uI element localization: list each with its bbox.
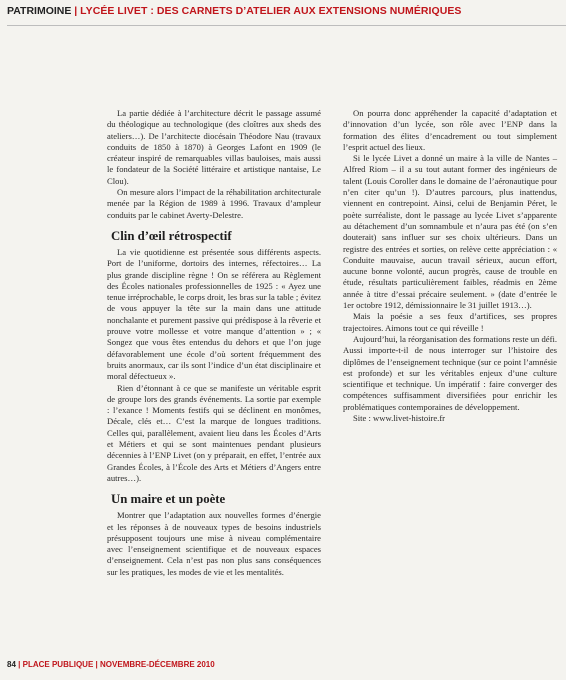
footer-separator: | bbox=[95, 660, 98, 669]
paragraph: La partie dédiée à l’architecture décrit le passage assumé du théologique au technologique (des cloîtres aux sheds des ateliers…). De l’architecte diocésain Théodore Nau (travaux conduits de 1850 à 1870) à Georges Lafont en 1909 (le créateur inspiré de remarquables villas bauloises, mais aussi le fondateur de la Société littéraire et artistique nantaise, Le Clou). bbox=[107, 108, 321, 186]
paragraph: La vie quotidienne est présentée sous différents aspects. Port de l’uniforme, dortoirs des internes, réfectoires… La plus grande discipline règne ! On se référera au Règlement des Écoles nationales professionnelles de 1925 : « Ayez une tenue irréprochable, le corps droit, les bras sur la table ; évitez de vous appuyer la tête sur la main dans une attitude nonchalante et purement passive qui prédispose à la rêverie et prouve votre mollesse et votre manque d’attention » ; « Songez que vous êtes entendus du dehors et que l’on juge défavorablement une école d’où sortent fréquemment des bruits anormaux, car ils sont l’indice d’un état disciplinaire et moral défectueux ». bbox=[107, 246, 321, 382]
paragraph: Montrer que l’adaptation aux nouvelles formes d’énergie et les réponses à de nouveaux types de besoins industriels présupposent toujours une mise à niveau complémentaire avec l’enseignement scientifique et de nouveaux espaces d’enseignement. Cela n’est pas non plus sans conséquences sur les pratiques, les modes de vie et les mentalités. bbox=[107, 510, 321, 577]
header-band bbox=[7, 0, 461, 22]
paragraph: On mesure alors l’impact de la réhabilitation architecturale menée par la Région de 1989 à 1996. Travaux d’ampleur conduits par le cabinet Averty-Delestre. bbox=[107, 187, 321, 220]
header-rule bbox=[7, 25, 566, 26]
subheading-maire-poete: Un maire et un poète bbox=[111, 492, 226, 507]
article-headline: LYCÉE LIVET : DES CARNETS D’ATELIER AUX EXTENSIONS NUMÉRIQUES bbox=[80, 5, 462, 17]
paragraph: Aujourd’hui, la réorganisation des formations reste un défi. Aussi importe-t-il de nous interroger sur l’histoire des diplômes de l’enseignement technique (sur ce point l’amnésie est profonde) et sur les véritables enjeux d’une culture scientifique et technique. Un impératif : faire converger des compétences suffisamment diversifiées pour enrichir les problématiques contemporaines de développement. bbox=[343, 333, 557, 412]
page-footer bbox=[7, 660, 215, 669]
header-separator: | bbox=[74, 5, 78, 17]
paragraph: Mais la poésie a ses feux d’artifices, ses propres trajectoires. Aimons tout ce qui réveille ! bbox=[343, 311, 557, 333]
paragraph: Si le lycée Livet a donné un maire à la ville de Nantes – Alfred Riom – il a su tout autant former des ingénieurs de talent (Louis Coroller dans le domaine de l’aéronautique pour n’en citer qu’un !). D’autres parcours, plus inattendus, viennent en contrepoint. Ainsi, celui de Benjamin Péret, le poète surréaliste, dont le passage au lycée Livet s’apparente au détachement d’un somnambule et n’aura pas été (on s’en douterait) sans influer sur ses choix ultérieurs. Dans un registre des entrées et sorties, on relève cette appréciation : « Conduite mauvaise, aucun travail sérieux, aucun effort, aucune bonne volonté, aucun progrès, cause de trouble en étude, résultats particulièrement faibles, réadmis en 2ème année à titre d’essai précaire seulement. » (date d’entrée le 1er octobre 1912, démissionnaire le 31 juillet 1913…). bbox=[343, 153, 557, 311]
section-label: PATRIMOINE bbox=[7, 5, 72, 17]
issue-date: NOVEMBRE-DÉCEMBRE 2010 bbox=[100, 660, 215, 669]
paragraph: Rien d’étonnant à ce que se manifeste un véritable esprit de groupe lors des grands événements. La sortie par exemple : l’exance ! Moments festifs qui se déclinent en monômes, Décale, clés et… C’est la marque de longues traditions. Celles qui, parallèlement, avaient lieu dans les Écoles d’Arts et Métiers et qui se sont maintenues pendant plusieurs décennies à l’ENP Livet (on y préparait, en effet, l’entrée aux Grandes Écoles, à l’École des Arts et Métiers d’Angers entre autres…). bbox=[107, 382, 321, 483]
paragraph: On pourra donc appréhender la capacité d’adaptation et d’innovation d’un lycée, son rôle avec l’ENP dans la formation des élites d’encadrement ou tout simplement l’esprit actuel des lieux. bbox=[343, 108, 557, 152]
right-column bbox=[343, 108, 557, 424]
subheading-retrospectif: Clin d’œil rétrospectif bbox=[111, 228, 232, 243]
left-column bbox=[107, 108, 321, 578]
page-number: 84 bbox=[7, 660, 16, 669]
page-header bbox=[0, 0, 566, 22]
website-reference: Site : www.livet-histoire.fr bbox=[353, 413, 446, 424]
magazine-name: PLACE PUBLIQUE bbox=[22, 660, 94, 669]
footer-separator: | bbox=[18, 660, 21, 669]
